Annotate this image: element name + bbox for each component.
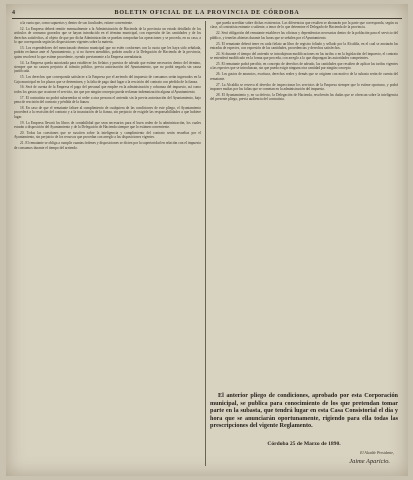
paragraph: 24. Si durante el tiempo del arriendo se introdujeran modificaciones en las tarifas o en la legislación del impuesto, el contrato se entenderá modificado en la forma que proceda, con arreglo a lo que dispongan las autoridades competentes. [210, 51, 398, 61]
signer-name: Jaime Aparicio. [349, 458, 390, 465]
column-rule [205, 21, 206, 466]
dateline: Córdoba 25 de Marzo de 1890. [267, 441, 341, 447]
signer-title: El Alcalde Presidente, [360, 451, 394, 455]
paragraph: 14. La Empresa queda autorizada para establecer los fielatos y puestos de adeudo que estime necesarios dentro del término, siempre que no causen perjuicio al tránsito público, previa autorización del Ayuntamiento, que no podrá negarla sin causa justificada. [14, 60, 201, 74]
page-number: 4 [12, 9, 16, 16]
paragraph: 13. Los expendedores del mencionado término municipal que no estén conformes con la cuota que les haya sido señalada, podrán reclamar ante el Ayuntamiento, y, si no fueren atendidos, podrán acudir a la Delegación de Hacienda de la provincia, quien resolverá lo que estime procedente, oyendo previamente a la Empresa arrendataria. [14, 45, 201, 59]
paragraph: que pueda acreditar sobre dichas existencias. Las diferencias que resulten se abonarán por la parte que corresponda, según su clase, al contratista entrante o saliente, a tenor de lo que determine el Delegado de Hacienda de la provincia. [210, 21, 398, 30]
announcement-text: El anterior pliego de condiciones, aprobado por esta Corporación municipal, se publica para conocimiento de los que pretendan tomar parte en la subasta, que tendrá lugar en esta Casa Consistorial el día y hora que se anunciarán oportunamente, rigiendo para ella todas las prescripciones del vigente Reglamento. [210, 392, 398, 430]
paragraph: 27. La Alcaldía se reserva el derecho de inspeccionar los servicios de la Empresa siempre que lo estime oportuno, y podrá imponer multas por las faltas que se cometan en la administración del impuesto. [210, 82, 398, 92]
paragraph: 12. La Empresa deberá remitir mensualmente a la Administración de Hacienda de la provincia un estado detallado de los artículos de consumo gravados que se hayan introducido en el término municipal, con expresión de las cantidades y de los derechos satisfechos, al objeto de que por dicha Administración se puedan comprobar las operaciones y se proceda, en su caso, a lo que corresponda según las disposiciones vigentes sobre la materia. [14, 26, 201, 44]
publication-title: BOLETIN OFICIAL DE LA PROVINCIA DE CÓRDOBA [114, 9, 300, 16]
announcement-paragraph [210, 392, 398, 430]
paragraph: 22. Será obligación del rematante establecer las oficinas y dependencias necesarias dentro de la población para el servicio del público, y tenerlas abiertas durante las horas que se señalen por el Ayuntamiento. [210, 31, 398, 40]
paragraph: 26. Los gastos de anuncios, escritura, derechos reales y demás que se originen con motivo de la subasta serán de cuenta del rematante. [210, 72, 398, 81]
paragraph: 18. En caso de que el rematante faltare al cumplimiento de cualquiera de las condiciones de este pliego, el Ayuntamiento procederá a la rescisión del contrato y a la incautación de la fianza, sin perjuicio de exigirle las responsabilidades a que hubiere lugar. [14, 106, 201, 119]
right-column [210, 21, 398, 380]
paragraph: a la cuota que, como supuestos y dentro de sus facultades, estime conveniente. [20, 21, 133, 25]
paragraph: 20. Todas las cuestiones que se susciten sobre la inteligencia y cumplimiento del contrato serán resueltas por el Ayuntamiento, sin perjuicio de los recursos que procedan con arreglo a las disposiciones vigentes. [14, 130, 201, 140]
header-rule [12, 18, 402, 19]
paragraph: 21. El rematante se obliga a cumplir cuantas órdenes y disposiciones se dicten por la superioridad en relación con el impuesto de consumos durante el tiempo del arriendo. [14, 141, 201, 150]
page-header [12, 8, 402, 17]
left-column [14, 21, 201, 468]
paragraph: 17. El contratista no podrá subarrendar ni ceder a otra persona el arriendo sin la previa autorización del Ayuntamiento, bajo pena de rescisión del contrato y pérdida de la fianza. [14, 95, 201, 105]
paragraph: 25. El rematante podrá percibir, en concepto de derechos de adeudo, las cantidades que resulten de aplicar las tarifas vigentes a las especies que se introduzcan, sin que pueda exigir ninguna otra cantidad por ningún concepto. [210, 62, 398, 71]
paragraph: 23. El rematante deberá tener en cada fielato un libro de registro foliado y sellado por la Alcaldía, en el cual se anotarán las entradas de especies, con expresión de las cantidades, procedencias y derechos satisfechos. [210, 41, 398, 50]
newspaper-page [6, 4, 408, 476]
paragraph: 19. La Empresa llevará los libros de contabilidad que sean necesarios para el buen orden de la administración, los cuales estarán a disposición del Ayuntamiento y de la Delegación de Hacienda siempre que lo estimen conveniente. [14, 120, 201, 129]
paragraph: 16. Será de cuenta de la Empresa el pago del personal que emplee en la administración y cobranza del impuesto, así como todos los gastos que ocasione el servicio, sin que por ningún concepto pueda reclamar indemnización alguna al Ayuntamiento. [14, 85, 201, 94]
paragraph: 28. El Ayuntamiento y, en su defecto, la Delegación de Hacienda, resolverán las dudas que se ofrezcan sobre la inteligencia del presente pliego, previa audiencia del contratista. [210, 92, 398, 102]
paragraph: 15. Los derechos que corresponda satisfacer a la Empresa por el arriendo del impuesto de consumos serán ingresados en la Caja municipal en los plazos que se determinen, y la falta de pago dará lugar a la rescisión del contrato con pérdida de la fianza. [14, 75, 201, 84]
